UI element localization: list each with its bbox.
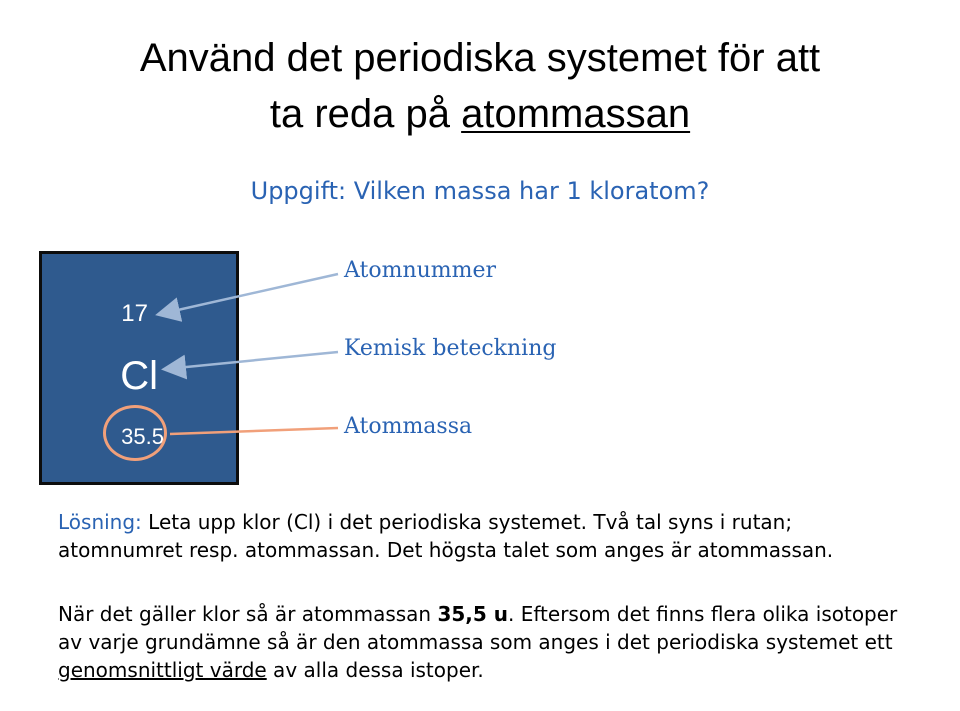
solution-line-1 [58, 508, 833, 536]
note-underlined-phrase: genomsnittligt värde [58, 658, 267, 682]
title-line-2-prefix: ta reda på [269, 92, 462, 136]
atomic-mass: 35.5 [121, 424, 164, 449]
atomic-number: 17 [121, 300, 148, 327]
note-line-2: av varje grundämne så är den atommassa som anges i det periodiska systemet ett [58, 630, 893, 654]
label-symbol: Kemisk beteckning [344, 336, 557, 361]
task-question: Vilken massa har 1 kloratom? [346, 177, 710, 205]
task-label: Uppgift: [250, 177, 347, 205]
arrow-mass [170, 428, 338, 434]
note-line-3-suffix: av alla dessa istoper. [266, 658, 484, 682]
arrow-atomic-number [160, 274, 338, 314]
arrow-symbol [166, 352, 338, 369]
note-line-1 [58, 600, 897, 628]
solution-text-1: Leta upp klor (Cl) i det periodiska systemet. Två tal syns i rutan; [141, 510, 793, 534]
note-line-1-suffix: . Eftersom det finns flera olika isotoper [508, 602, 898, 626]
note-line-1-prefix: När det gäller klor så är atommassan [58, 602, 438, 626]
label-atomic-number: Atomnummer [344, 258, 497, 283]
note-mass-value: 35,5 u [437, 602, 508, 626]
solution-line-2: atomnumret resp. atommassan. Det högsta talet som anges är atommassan. [58, 538, 834, 562]
note-line-3 [58, 656, 897, 684]
element-symbol: Cl [120, 354, 158, 398]
title-line-1: Använd det periodiska systemet för att [139, 36, 821, 80]
solution-paragraph [58, 508, 833, 564]
solution-label: Lösning: [58, 510, 142, 534]
label-mass: Atommassa [344, 414, 473, 439]
note-paragraph [58, 600, 897, 684]
title-underlined-word: atommassan [461, 92, 691, 136]
